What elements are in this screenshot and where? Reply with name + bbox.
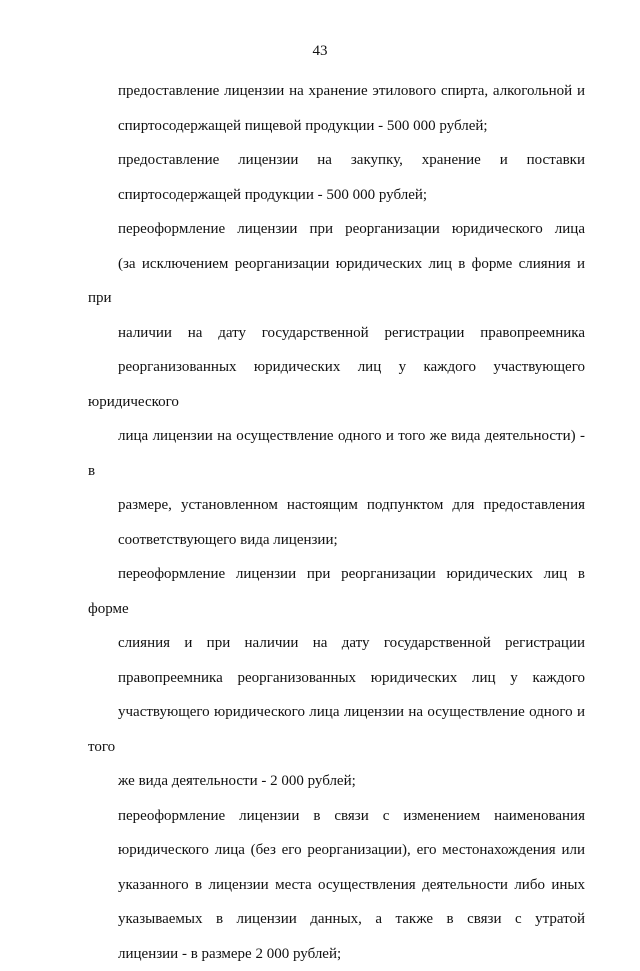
- paragraph-reissue-reorganization: [88, 212, 585, 557]
- text-line: указанного в лицензии места осуществления деятельности либо иных: [88, 868, 585, 903]
- text-line: соответствующего вида лицензии;: [88, 523, 585, 558]
- text-line: (за исключением реорганизации юридических лиц в форме слияния и при: [88, 247, 585, 316]
- document-body: [88, 74, 585, 971]
- text-line: же вида деятельности - 2 000 рублей;: [88, 764, 585, 799]
- text-line: лицензии - в размере 2 000 рублей;: [88, 937, 585, 971]
- text-line: спиртосодержащей продукции - 500 000 рублей;: [88, 178, 585, 213]
- text-line: указываемых в лицензии данных, а также в связи с утратой: [88, 902, 585, 937]
- text-line: реорганизованных юридических лиц у каждого участвующего юридического: [88, 350, 585, 419]
- text-line: переоформление лицензии при реорганизации юридических лиц в форме: [88, 557, 585, 626]
- text-line: предоставление лицензии на закупку, хранение и поставки: [88, 143, 585, 178]
- text-line: переоформление лицензии в связи с изменением наименования: [88, 799, 585, 834]
- text-line: спиртосодержащей пищевой продукции - 500 000 рублей;: [88, 109, 585, 144]
- text-line: участвующего юридического лица лицензии на осуществление одного и того: [88, 695, 585, 764]
- text-line: предоставление лицензии на хранение этилового спирта, алкогольной и: [88, 74, 585, 109]
- text-line: правопреемника реорганизованных юридических лиц у каждого: [88, 661, 585, 696]
- page-number: 43: [0, 43, 640, 60]
- text-line: слияния и при наличии на дату государственной регистрации: [88, 626, 585, 661]
- paragraph-reissue-merger: [88, 557, 585, 799]
- text-line: юридического лица (без его реорганизации), его местонахождения или: [88, 833, 585, 868]
- text-line: размере, установленном настоящим подпунктом для предоставления: [88, 488, 585, 523]
- paragraph-license-storage-alcohol: [88, 74, 585, 143]
- paragraph-license-purchase-storage: [88, 143, 585, 212]
- paragraph-reissue-name-change: [88, 799, 585, 971]
- text-line: лица лицензии на осуществление одного и того же вида деятельности) - в: [88, 419, 585, 488]
- text-line: наличии на дату государственной регистрации правопреемника: [88, 316, 585, 351]
- text-line: переоформление лицензии при реорганизации юридического лица: [88, 212, 585, 247]
